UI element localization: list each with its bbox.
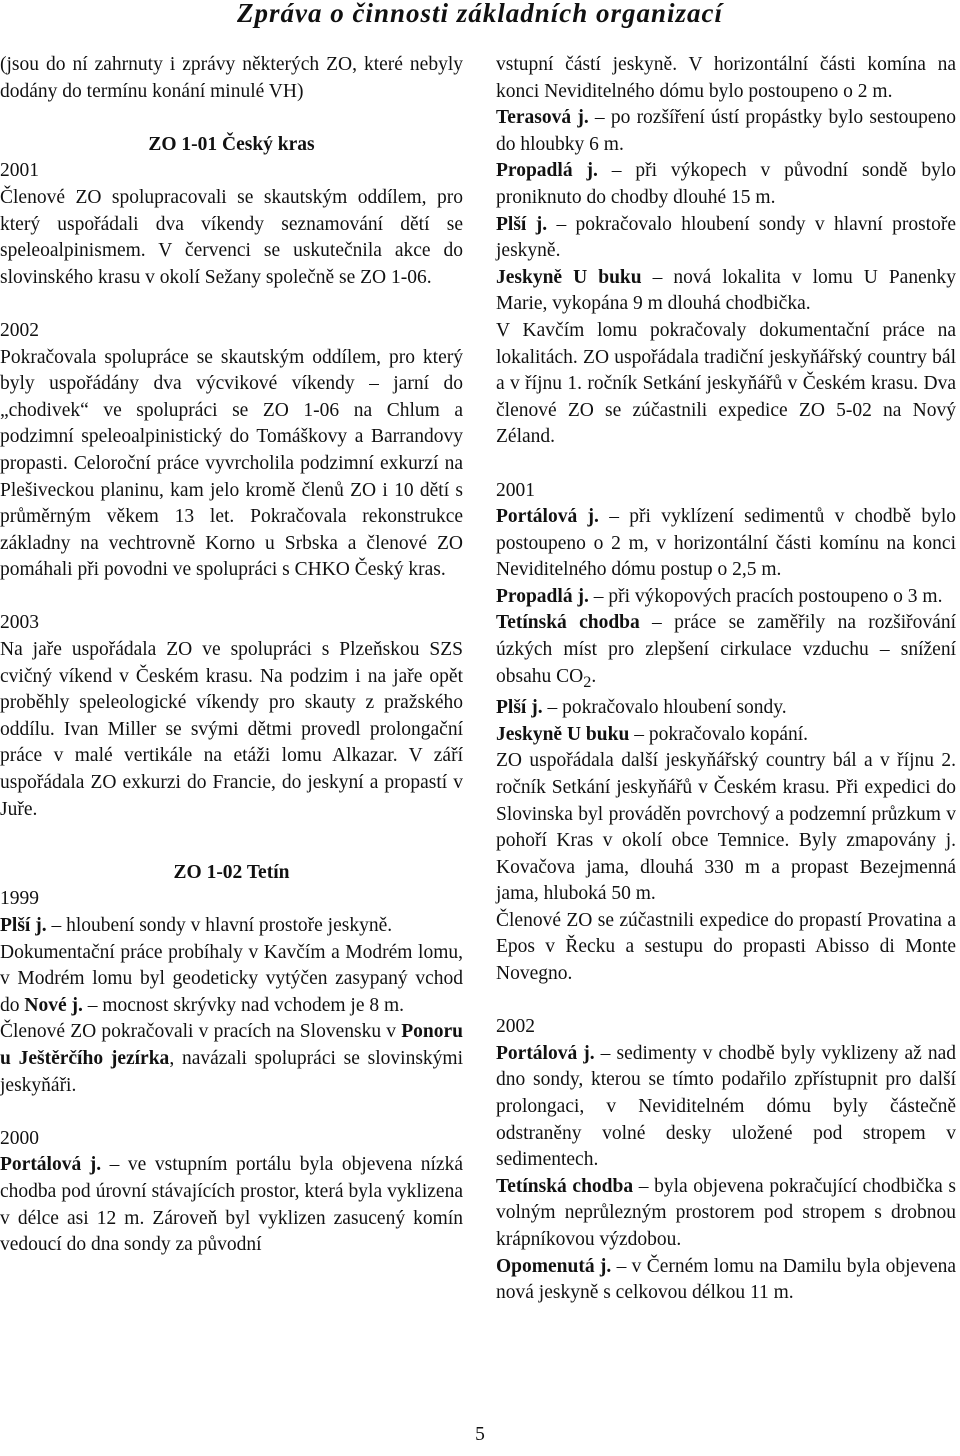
cave-name: Terasová j.: [496, 107, 589, 129]
cave-name: Portálová j.: [0, 1154, 102, 1176]
paragraph-portal-2000: [0, 1152, 463, 1258]
paragraph-text: , navázali spolupráci se slovinskými jeskyňáři.: [0, 1047, 463, 1096]
paragraph-zo-2001: ZO uspořádala další jeskyňářský country bál a v říjnu 2. ročník Setkání jeskyňářů v Českém krasu. Při expedici do Slovinska byl prováděn povrchový a podzemní průzkum v pohoří Kras v okolí obce Temnice. Byly zmapovány j. Kovačova jama, dlouhá 330 m a propast Bezejmenná jama, hluboká 50 m.: [496, 750, 956, 905]
year-2001: 2001: [0, 160, 39, 182]
paragraph-text: – nová lokalita v lomu U Panenky Marie, vykopána 9 m dlouhá chodbička.: [496, 266, 956, 315]
year-2002-right: 2002: [496, 1016, 535, 1038]
cave-name: Ponoru u Ještěrčího jezírka: [0, 1021, 463, 1069]
paragraph-tetinska-2002: [496, 1174, 956, 1254]
right-column: [496, 52, 956, 1307]
cave-name: Plší j.: [0, 915, 47, 936]
cave-name: Propadlá j.: [496, 160, 598, 182]
paragraph-text: – práce se zaměřily na rozšiřování úzkých míst pro zlepšení cirkulace vzduchu – snížení obsahu CO: [496, 612, 956, 687]
paragraph-text: – pokračovalo hloubení sondy.: [542, 697, 787, 719]
cave-name: Jeskyně U buku: [496, 266, 642, 288]
paragraph-text: – ve vstupním portálu byla objevena nízká chodba pod úrovní stávajících prostor, která byla vyklizena v délce asi 12 m. Zároveň byl vyklizen zasucený komín vedoucí do dna sondy za původní: [0, 1154, 463, 1256]
year-1999: 1999: [0, 888, 39, 910]
paragraph-propadla-2001: [496, 584, 956, 611]
paragraph-propadla: [496, 158, 956, 211]
cave-name: Nové j.: [24, 994, 83, 1016]
paragraph-portal-2002: [496, 1041, 956, 1174]
paragraph-dokumentace: [0, 940, 463, 1020]
paragraph-text: – při vyklízení sedimentů v chodbě bylo postoupeno o 2 m, v horizontální části komínu na konci Neviditelného dómu postup o 2,5 m.: [496, 506, 956, 581]
paragraph-2001: Členové ZO spolupracovali se skautským oddílem, pro který uspořádali dva víkendy seznamování dětí se speleoalpinismem. V červenci se uskutečnila akce do slovinského krasu v okolí Sežany společně se ZO 1-06.: [0, 186, 463, 288]
paragraph-continuation: vstupní částí jeskyně. V horizontální části komína na konci Neviditelného dómu bylo postoupeno o 2 m.: [496, 54, 956, 102]
year-2003: 2003: [0, 612, 39, 634]
cave-name: Tetínská chodba: [496, 1175, 634, 1197]
page-number: 5: [475, 1424, 485, 1445]
year-2000: 2000: [0, 1127, 39, 1149]
cave-name: Tetínská chodba: [496, 612, 640, 634]
cave-name: Opomenutá j.: [496, 1255, 612, 1277]
cave-name: Plší j.: [496, 697, 543, 719]
cave-name: Plší j.: [496, 213, 548, 235]
cave-name: Jeskyně U buku: [496, 723, 630, 745]
section-heading-zo101: ZO 1-01 Český kras: [148, 133, 315, 155]
subscript: 2: [583, 672, 592, 691]
year-2001-right: 2001: [496, 479, 535, 501]
paragraph-text: Členové ZO pokračovali v pracích na Slovensku v: [0, 1021, 402, 1043]
paragraph-text: – sedimenty v chodbě byly vyklizeny až nad dno sondy, kterou se tímto podařilo zpřístupnit pro další prolongaci, v Neviditelném dómu byly částečně odstraněny volné desky uložené pod stropem v sedimentech.: [496, 1042, 956, 1171]
intro-paragraph: (jsou do ní zahrnuty i zprávy některých ZO, které nebyly dodány do termínu konání minulé VH): [0, 54, 463, 102]
paragraph-2002: Pokračovala spolupráce se skautským oddílem, pro který byly uspořádány dva výcvikové víkendy – jarní do „chodivek“ ve spolupráci se ZO 1-06 na Chlum a podzimní speleoalpinistický do Tomáškovy a Barrandovy propasti. Celoroční práce vyvrcholila podzimní exkurzí na Plešiveckou planinu, kam jelo kromě členů ZO i 10 dětí s průměrným věkem 13 let. Pokračovala rekonstrukce základny na vechtrovně Korno u Srbska a členové ZO pomáhali při povodni ve spolupráci s CHKO Český kras.: [0, 346, 463, 581]
paragraph-text: – mocnost skrývky nad vchodem je 8 m.: [82, 994, 405, 1016]
paragraph-recko: Členové ZO se zúčastnili expedice do propastí Provatina a Epos v Řecku a sestupu do propasti Abisso di Monte Novegno.: [496, 909, 956, 985]
paragraph-text: – byla objevena pokračující chodbička s volným neprůlezným prostorem pod stropem s drobnou krápníkovou výzdobou.: [496, 1175, 956, 1251]
section-heading-zo102: ZO 1-02 Tetín: [173, 861, 290, 883]
paragraph-text: Dokumentační práce probíhaly v Kavčím a Modrém lomu, v Modrém lomu byl geodeticky vytýčen zasypaný vchod do: [0, 941, 463, 1016]
paragraph-text: – v Černém lomu na Damilu byla objevena nová jeskyně s celkovou délkou 11 m.: [496, 1255, 957, 1304]
paragraph-u-buku-2001: [496, 722, 956, 749]
paragraph-opomenuta: [496, 1254, 956, 1307]
page-title: Zpráva o činnosti základních organizací: [236, 0, 724, 28]
paragraph-terasova: [496, 105, 956, 158]
paragraph-tetinska-2001: [496, 610, 956, 695]
paragraph-plsi-2001: [496, 695, 956, 722]
paragraph-text: – při výkopových pracích postoupeno o 3 m.: [588, 585, 943, 607]
paragraph-text: – pokračovalo kopání.: [629, 723, 809, 745]
year-2002: 2002: [0, 319, 39, 341]
paragraph-slovensko: [0, 1019, 463, 1099]
paragraph-u-buku: [496, 265, 956, 318]
cave-name: Portálová j.: [496, 1042, 595, 1064]
cave-name: Portálová j.: [496, 506, 599, 528]
paragraph-kavci-lom: V Kavčím lomu pokračovaly dokumentační práce na lokalitách. ZO uspořádala tradiční jeskyňářský country bál a v říjnu 1. ročník Setkání jeskyňářů v Českém krasu. Dva členové ZO se zúčastnili expedice ZO 5-02 na Nový Zéland.: [496, 319, 956, 448]
paragraph-text: .: [591, 665, 597, 687]
paragraph-text: – hloubení sondy v hlavní prostoře jeskyně.: [46, 915, 393, 936]
paragraph-plsi: [496, 212, 956, 265]
left-column: [0, 52, 463, 1259]
paragraph-text: – při výkopech v původní sondě bylo proniknuto do chodby dlouhé 15 m.: [496, 160, 956, 208]
paragraph-plsi-1999: [0, 913, 463, 940]
cave-name: Propadlá j.: [496, 585, 589, 607]
paragraph-text: – po rozšíření ústí propástky bylo sestoupeno do hloubky 6 m.: [496, 107, 957, 155]
paragraph-2003: Na jaře uspořádala ZO ve spolupráci s Plzeňskou SZS cvičný víkend v Českém krasu. Na podzim i na jaře opět proběhly speleologické víkendy pro skauty z pražského oddílu. Ivan Miller se svými dětmi provedl prolongační práce v malé vertikále na etáži lomu Alkazar. V září uspořádala ZO exkurzi do Francie, do jeskyní a propastí v Juře.: [0, 639, 463, 820]
paragraph-portal-2001: [496, 504, 956, 584]
paragraph-text: – pokračovalo hloubení sondy v hlavní prostoře jeskyně.: [496, 213, 956, 262]
